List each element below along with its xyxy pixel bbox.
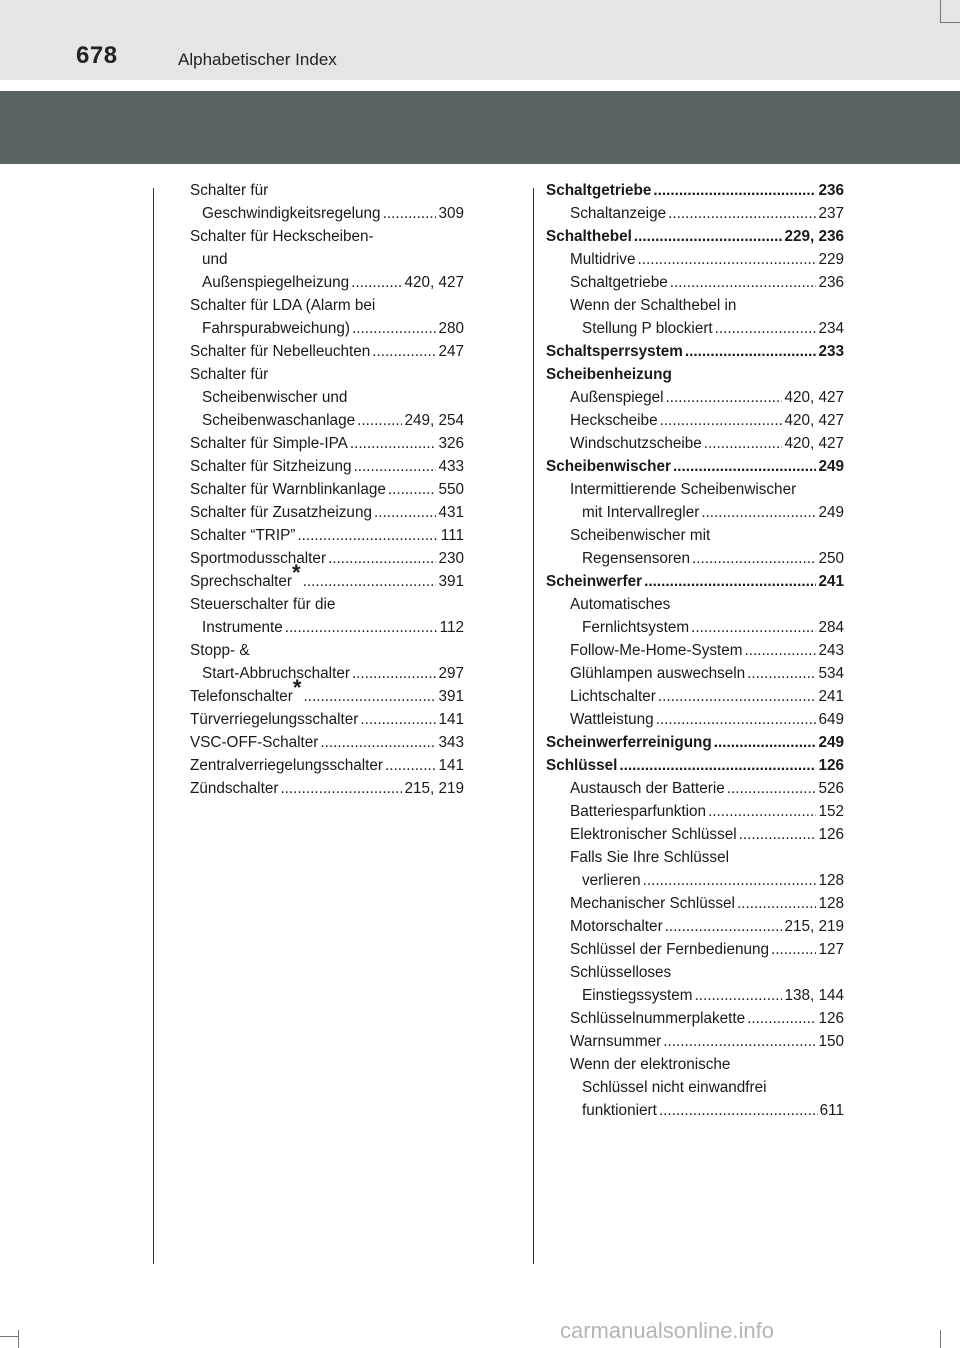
index-entry-term: Geschwindigkeitsregelung <box>202 205 381 222</box>
index-entry-term: Lichtschalter <box>570 688 656 705</box>
index-entry <box>546 248 844 271</box>
leader-dots <box>385 754 436 777</box>
leader-dots <box>715 317 817 340</box>
leader-dots <box>328 547 436 570</box>
leader-dots <box>656 708 817 731</box>
index-entry-term: Scheibenwischer und <box>202 389 348 406</box>
index-entry-term: Falls Sie Ihre Schlüssel <box>570 849 729 866</box>
index-entry-pages[interactable]: 280 <box>438 320 464 337</box>
leader-dots <box>660 409 783 432</box>
section-title: Alphabetischer Index <box>178 50 337 69</box>
index-entry <box>190 202 464 225</box>
index-entry <box>546 800 844 823</box>
index-entry-pages[interactable]: 229 <box>818 251 844 268</box>
leader-dots <box>708 800 816 823</box>
index-entry-term: Steuerschalter für die <box>190 596 336 613</box>
index-entry <box>546 294 844 317</box>
header-strip <box>0 0 960 80</box>
index-entry-term: Sprechschalter <box>190 573 293 590</box>
index-entry-pages[interactable]: 391 <box>438 573 464 590</box>
index-entry-term: Außenspiegelheizung <box>202 274 350 291</box>
index-entry-pages[interactable]: 326 <box>438 435 464 452</box>
leader-dots <box>695 984 783 1007</box>
leader-dots <box>388 478 437 501</box>
index-entry-pages[interactable]: 237 <box>818 205 844 222</box>
left-column-rule <box>153 188 154 1264</box>
index-entry-pages[interactable]: 127 <box>818 941 844 958</box>
index-entry-pages[interactable]: 241 <box>818 688 844 705</box>
index-entry <box>190 386 464 409</box>
index-entry-term: Scheibenwischer <box>546 458 671 475</box>
index-entry-pages[interactable]: 141 <box>438 711 464 728</box>
index-entry <box>190 225 464 248</box>
leader-dots <box>685 340 817 363</box>
index-entry <box>190 731 464 754</box>
leader-dots <box>701 501 816 524</box>
index-entry-term: Zentralverriegelungsschalter <box>190 757 384 774</box>
index-entry-term: Scheibenheizung <box>546 366 672 383</box>
index-entry <box>546 202 844 225</box>
index-entry-pages[interactable]: 534 <box>818 665 844 682</box>
index-entry-term: Schlüssel der Fernbedienung <box>570 941 769 958</box>
index-column-right <box>546 179 844 1122</box>
leader-dots <box>670 271 817 294</box>
index-entry-term: und <box>202 251 228 268</box>
index-entry-pages[interactable]: 152 <box>818 803 844 820</box>
page-number: 678 <box>76 42 118 69</box>
index-entry-term: Mechanischer Schlüssel <box>570 895 735 912</box>
index-entry <box>190 777 464 800</box>
leader-dots <box>663 1030 816 1053</box>
index-entry <box>190 593 464 616</box>
index-entry <box>546 593 844 616</box>
index-entry <box>190 560 464 593</box>
index-entry-term: Schalter für Sitzheizung <box>190 458 352 475</box>
index-entry-term: Elektronischer Schlüssel <box>570 826 737 843</box>
leader-dots <box>691 616 816 639</box>
index-entry-term: Stellung P blockiert <box>582 320 713 337</box>
index-entry-pages[interactable]: 138, 144 <box>784 987 844 1004</box>
index-entry-term: Einstiegssystem <box>582 987 693 1004</box>
index-entry-term: Scheibenwaschanlage <box>202 412 356 429</box>
index-entry-pages[interactable]: 247 <box>438 343 464 360</box>
index-entry-pages[interactable]: 420, 427 <box>784 435 844 452</box>
index-entry-pages[interactable]: 420, 427 <box>404 274 464 291</box>
leader-dots <box>739 823 817 846</box>
index-entry-term: Start-Abbruchschalter <box>202 665 350 682</box>
index-entry <box>546 409 844 432</box>
index-entry <box>190 455 464 478</box>
leader-dots <box>727 777 817 800</box>
index-entry <box>546 478 844 501</box>
index-entry <box>546 961 844 984</box>
index-entry <box>190 639 464 662</box>
index-entry-pages[interactable]: 126 <box>818 826 844 843</box>
index-entry-pages[interactable]: 229, 236 <box>784 228 844 245</box>
leader-dots <box>737 892 817 915</box>
index-entry <box>190 248 464 271</box>
index-entry <box>546 1099 844 1122</box>
crop-mark <box>940 0 941 22</box>
index-entry-term: Automatisches <box>570 596 671 613</box>
index-entry <box>546 547 844 570</box>
index-entry-pages[interactable]: 236 <box>818 182 844 199</box>
index-entry-pages[interactable]: 111 <box>440 527 464 544</box>
leader-dots <box>666 386 783 409</box>
index-entry <box>190 616 464 639</box>
index-entry-pages[interactable]: 297 <box>438 665 464 682</box>
leader-dots <box>658 685 817 708</box>
index-entry-pages[interactable]: 420, 427 <box>784 389 844 406</box>
footnote-star: * <box>292 560 301 585</box>
index-entry <box>190 754 464 777</box>
index-entry-term: Motorschalter <box>570 918 663 935</box>
index-entry <box>546 179 844 202</box>
index-entry <box>546 1053 844 1076</box>
crop-mark <box>0 1336 18 1337</box>
index-entry-pages[interactable]: 150 <box>818 1033 844 1050</box>
index-entry <box>190 478 464 501</box>
index-entry <box>190 547 464 570</box>
index-entry <box>190 662 464 685</box>
index-entry-term: Scheinwerferreinigung <box>546 734 712 751</box>
leader-dots <box>360 708 436 731</box>
index-entry-term: Schalter für <box>190 182 269 199</box>
crop-mark <box>940 1330 941 1348</box>
leader-dots <box>297 524 438 547</box>
index-entry <box>546 984 844 1007</box>
index-entry-term: mit Intervallregler <box>582 504 700 521</box>
index-entry <box>546 938 844 961</box>
index-entry-term: Zündschalter <box>190 780 279 797</box>
index-entry <box>190 363 464 386</box>
leader-dots <box>383 202 437 225</box>
index-entry-term: Austausch der Batterie <box>570 780 725 797</box>
header-band <box>0 91 960 164</box>
index-entry-pages[interactable]: 241 <box>818 573 844 590</box>
leader-dots <box>280 777 402 800</box>
index-entry-term: Schalter für Heckscheiben- <box>190 228 374 245</box>
index-entry-pages[interactable]: 126 <box>818 1010 844 1027</box>
leader-dots <box>714 731 817 754</box>
leader-dots <box>374 501 437 524</box>
leader-dots <box>747 1007 816 1030</box>
index-entry-pages[interactable]: 236 <box>818 274 844 291</box>
index-entry-term: Schlüssel nicht einwandfrei <box>582 1079 767 1096</box>
index-entry <box>190 432 464 455</box>
index-entry-term: Schlüsselnummerplakette <box>570 1010 746 1027</box>
leader-dots <box>643 869 817 892</box>
index-entry <box>546 708 844 731</box>
index-entry-term: Schalter für Zusatzheizung <box>190 504 372 521</box>
index-entry <box>190 708 464 731</box>
leader-dots <box>354 455 437 478</box>
index-entry-pages[interactable]: 126 <box>818 757 844 774</box>
index-entry-term: Schaltsperrsystem <box>546 343 683 360</box>
index-entry <box>190 271 464 294</box>
index-entry <box>546 1076 844 1099</box>
index-entry-term: Schalter “TRIP” <box>190 527 296 544</box>
index-entry-pages[interactable]: 128 <box>818 872 844 889</box>
index-entry-pages[interactable]: 309 <box>438 205 464 222</box>
index-entry-term: Schlüssel <box>546 757 618 774</box>
leader-dots <box>352 317 437 340</box>
leader-dots <box>357 409 402 432</box>
index-entry-pages[interactable]: 526 <box>818 780 844 797</box>
index-entry-pages[interactable]: 391 <box>438 688 464 705</box>
index-entry-term: funktioniert <box>582 1102 657 1119</box>
index-entry-term: Wenn der Schalthebel in <box>570 297 737 314</box>
index-entry <box>546 892 844 915</box>
leader-dots <box>634 225 783 248</box>
index-entry <box>546 731 844 754</box>
index-entry-term: Instrumente <box>202 619 283 636</box>
index-entry <box>546 616 844 639</box>
leader-dots <box>745 639 817 662</box>
index-entry-term: Wattleistung <box>570 711 654 728</box>
index-entry-term: Schlüsselloses <box>570 964 672 981</box>
leader-dots <box>372 340 436 363</box>
index-entry-term: Glühlampen auswechseln <box>570 665 746 682</box>
index-entry <box>546 662 844 685</box>
leader-dots <box>351 271 402 294</box>
leader-dots <box>704 432 783 455</box>
index-entry <box>190 501 464 524</box>
index-column-left <box>190 179 464 800</box>
index-entry-term: Stopp- & <box>190 642 250 659</box>
index-entry-term: Heckscheibe <box>570 412 658 429</box>
leader-dots <box>659 1099 818 1122</box>
index-entry-term: Türverriegelungsschalter <box>190 711 359 728</box>
index-entry <box>546 823 844 846</box>
index-entry <box>546 754 844 777</box>
index-entry-pages[interactable]: 431 <box>438 504 464 521</box>
index-entry-pages[interactable]: 230 <box>438 550 464 567</box>
index-entry <box>546 846 844 869</box>
leader-dots <box>668 202 816 225</box>
index-entry-term: Schalthebel <box>546 228 632 245</box>
leader-dots <box>350 432 437 455</box>
index-entry-pages[interactable]: 128 <box>818 895 844 912</box>
middle-column-rule <box>533 188 534 1264</box>
index-entry <box>190 675 464 708</box>
index-entry-term: Schalter für LDA (Alarm bei <box>190 297 376 314</box>
index-entry <box>546 340 844 363</box>
index-entry-term: Follow-Me-Home-System <box>570 642 743 659</box>
index-entry-term: Wenn der elektronische <box>570 1056 731 1073</box>
index-entry-term: Schaltanzeige <box>570 205 667 222</box>
index-entry <box>190 409 464 432</box>
index-entry-term: Batteriesparfunktion <box>570 803 707 820</box>
index-entry-term: Schalter für <box>190 366 269 383</box>
index-entry-pages[interactable]: 420, 427 <box>784 412 844 429</box>
leader-dots <box>285 616 438 639</box>
index-entry-term: Multidrive <box>570 251 636 268</box>
index-entry-term: Schalter für Simple-IPA <box>190 435 348 452</box>
index-entry-pages[interactable]: 243 <box>818 642 844 659</box>
index-entry-pages[interactable]: 433 <box>438 458 464 475</box>
index-entry <box>190 317 464 340</box>
index-entry-term: Windschutzscheibe <box>570 435 702 452</box>
index-entry-pages[interactable]: 215, 219 <box>784 918 844 935</box>
crop-mark <box>18 1330 19 1348</box>
index-entry-pages[interactable]: 249 <box>818 504 844 521</box>
index-entry <box>546 915 844 938</box>
leader-dots <box>644 570 816 593</box>
index-entry-term: Scheibenwischer mit <box>570 527 711 544</box>
index-entry-pages[interactable]: 550 <box>438 481 464 498</box>
leader-dots <box>303 570 437 593</box>
index-entry <box>190 524 464 547</box>
index-entry <box>190 294 464 317</box>
index-entry-pages[interactable]: 284 <box>818 619 844 636</box>
index-entry-term: verlieren <box>582 872 641 889</box>
index-entry <box>546 639 844 662</box>
index-entry <box>546 363 844 386</box>
index-entry-pages[interactable]: 343 <box>438 734 464 751</box>
index-entry-term: Regensensoren <box>582 550 691 567</box>
index-entry-pages[interactable]: 249, 254 <box>404 412 464 429</box>
leader-dots <box>619 754 816 777</box>
leader-dots <box>637 248 816 271</box>
index-entry <box>546 432 844 455</box>
index-entry-term: Scheinwerfer <box>546 573 643 590</box>
index-entry-term: Schalter für Warnblinkanlage <box>190 481 386 498</box>
index-entry-pages[interactable]: 649 <box>818 711 844 728</box>
index-entry <box>546 777 844 800</box>
watermark: carmanualsonline.info <box>560 1318 775 1343</box>
index-entry-pages[interactable]: 233 <box>818 343 844 360</box>
index-entry-term: VSC-OFF-Schalter <box>190 734 319 751</box>
index-entry <box>546 271 844 294</box>
index-entry-term: Schaltgetriebe <box>546 182 652 199</box>
leader-dots <box>747 662 816 685</box>
leader-dots <box>673 455 816 478</box>
index-entry <box>546 386 844 409</box>
index-entry <box>546 524 844 547</box>
index-entry-pages[interactable]: 249 <box>818 458 844 475</box>
index-entry-pages[interactable]: 234 <box>818 320 844 337</box>
crop-mark <box>940 22 960 23</box>
index-entry-term: Telefonschalter <box>190 688 293 705</box>
index-entry <box>546 869 844 892</box>
leader-dots <box>771 938 816 961</box>
index-entry-pages[interactable]: 611 <box>819 1102 844 1119</box>
footnote-star: * <box>292 675 302 700</box>
index-entry-pages[interactable]: 215, 219 <box>404 780 464 797</box>
index-entry-term: Intermittierende Scheibenwischer <box>570 481 797 498</box>
index-entry-term: Fernlichtsystem <box>582 619 690 636</box>
index-entry-term: Sportmodusschalter <box>190 550 327 567</box>
index-entry <box>190 179 464 202</box>
index-entry-term: Schaltgetriebe <box>570 274 668 291</box>
index-entry <box>546 570 844 593</box>
index-entry-term: Schalter für Nebelleuchten <box>190 343 371 360</box>
index-entry-term: Fahrspurabweichung) <box>202 320 350 337</box>
leader-dots <box>665 915 783 938</box>
index-entry <box>546 455 844 478</box>
index-entry-term: Außenspiegel <box>570 389 664 406</box>
index-entry-term: Warnsummer <box>570 1033 662 1050</box>
leader-dots <box>692 547 816 570</box>
index-entry <box>546 317 844 340</box>
index-entry <box>546 1030 844 1053</box>
index-entry <box>546 1007 844 1030</box>
index-entry-pages[interactable]: 112 <box>439 619 464 636</box>
leader-dots <box>352 662 437 685</box>
index-entry <box>546 501 844 524</box>
index-entry <box>546 225 844 248</box>
index-entry <box>546 685 844 708</box>
leader-dots <box>320 731 436 754</box>
index-entry-pages[interactable]: 250 <box>818 550 844 567</box>
leader-dots <box>653 179 816 202</box>
index-entry-pages[interactable]: 249 <box>818 734 844 751</box>
index-entry-pages[interactable]: 141 <box>438 757 464 774</box>
leader-dots <box>303 685 436 708</box>
index-entry <box>190 340 464 363</box>
